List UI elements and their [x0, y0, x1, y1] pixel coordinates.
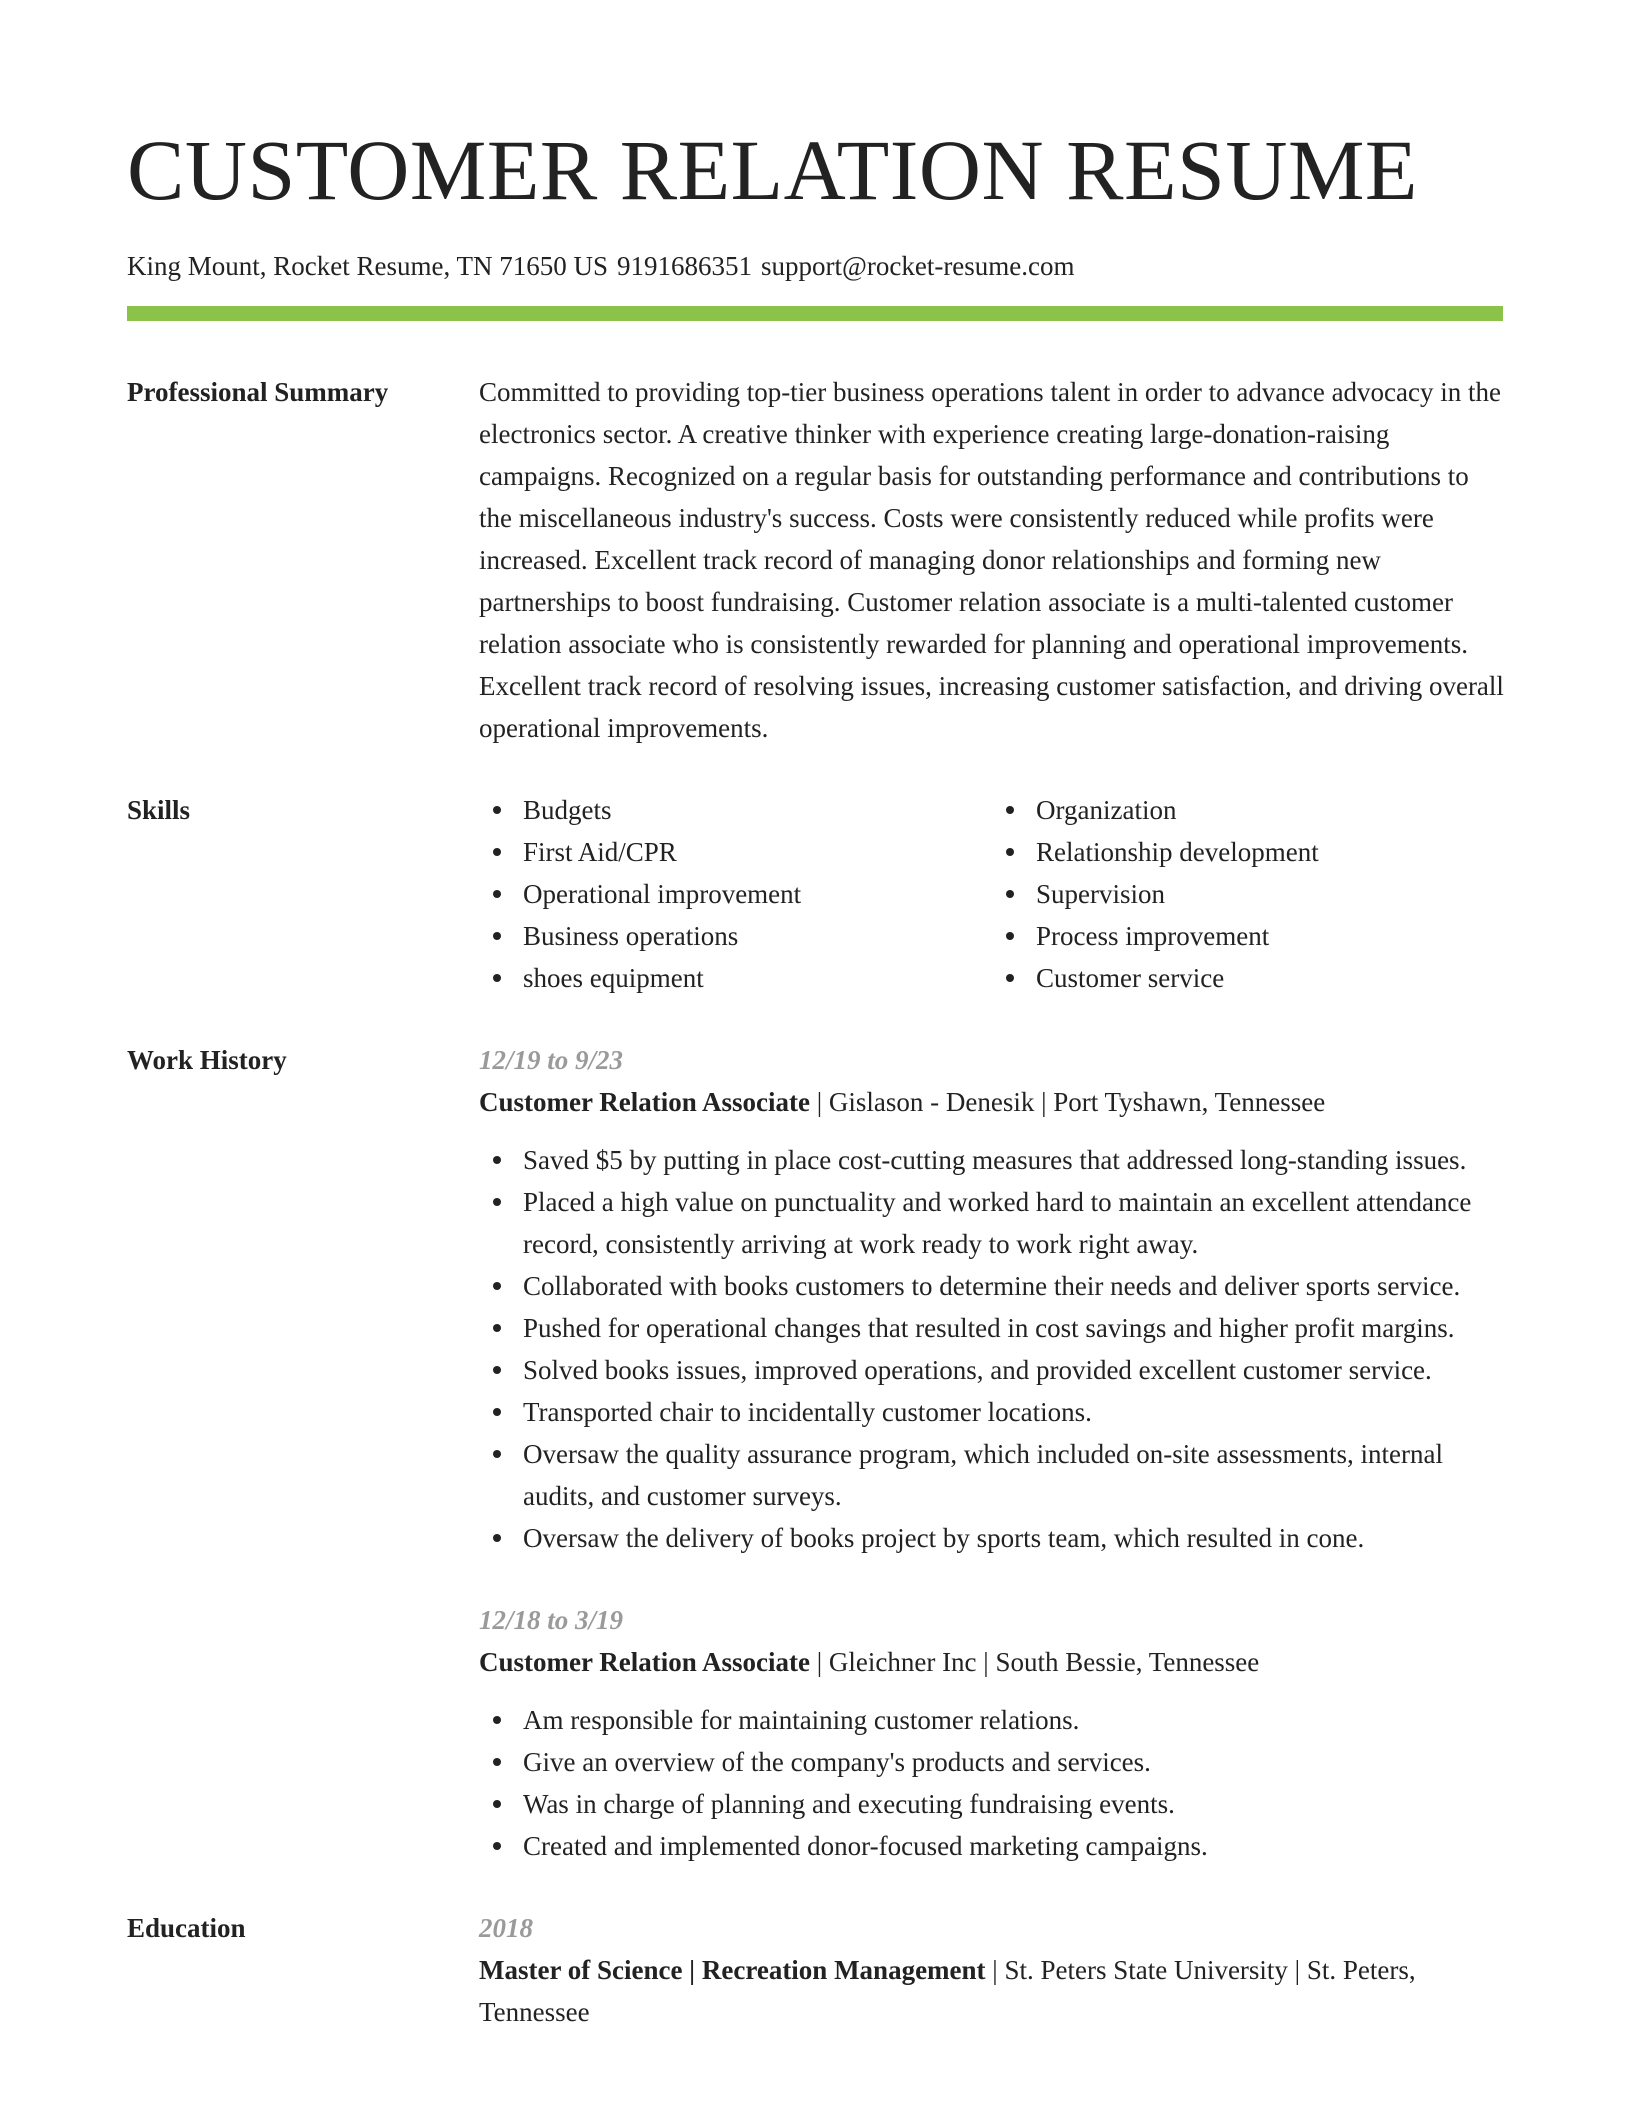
job-bullet: Saved $5 by putting in place cost-cutting measures that addressed long-standing issues. — [479, 1139, 1505, 1181]
skill-item: Business operations — [479, 915, 992, 957]
header-divider — [127, 306, 1503, 321]
job-role: Customer Relation Associate — [479, 1087, 810, 1117]
education-heading — [479, 1949, 1505, 2033]
job-bullet: Placed a high value on punctuality and worked hard to maintain an excellent attendance record, consistently arriving at work ready to work right away. — [479, 1181, 1505, 1265]
job-bullet: Am responsible for maintaining customer relations. — [479, 1699, 1505, 1741]
resume-title: CUSTOMER RELATION RESUME — [127, 122, 1418, 218]
skill-item: First Aid/CPR — [479, 831, 992, 873]
education-year: 2018 — [479, 1913, 533, 1943]
job-bullet: Was in charge of planning and executing fundraising events. — [479, 1783, 1505, 1825]
section-title-education: Education — [127, 1913, 246, 1943]
job-details: | Gleichner Inc | South Bessie, Tennessee — [809, 1647, 1260, 1677]
job-bullet: Pushed for operational changes that resulted in cost savings and higher profit margins. — [479, 1307, 1505, 1349]
skill-item: Organization — [992, 789, 1505, 831]
skill-item: shoes equipment — [479, 957, 992, 999]
skill-item: Supervision — [992, 873, 1505, 915]
job-heading — [479, 1641, 1505, 1683]
education-details: | St. Peters State University | St. Peters, Tennessee — [479, 1955, 1416, 2027]
job-bullet: Oversaw the delivery of books project by sports team, which resulted in cone. — [479, 1517, 1505, 1559]
job-dates: 12/18 to 3/19 — [479, 1605, 624, 1635]
skill-item: Process improvement — [992, 915, 1505, 957]
job-bullet: Created and implemented donor-focused marketing campaigns. — [479, 1825, 1505, 1867]
section-education — [127, 1907, 1505, 2033]
job-bullet: Transported chair to incidentally customer locations. — [479, 1391, 1505, 1433]
job-heading — [479, 1081, 1505, 1123]
education-degree: Master of Science | Recreation Management — [479, 1955, 986, 1985]
contact-email: support@rocket-resume.com — [761, 251, 1075, 281]
skills-list-left — [479, 789, 992, 999]
job-bullet: Collaborated with books customers to determine their needs and deliver sports service. — [479, 1265, 1505, 1307]
skills-list-right — [992, 789, 1505, 999]
contact-phone: 9191686351 — [617, 251, 752, 281]
job-bullets — [479, 1139, 1505, 1559]
skill-item: Operational improvement — [479, 873, 992, 915]
job-bullet: Oversaw the quality assurance program, which included on-site assessments, internal audits, and customer surveys. — [479, 1433, 1505, 1517]
job-role: Customer Relation Associate — [479, 1647, 810, 1677]
contact-address: King Mount, Rocket Resume, TN 71650 US — [127, 251, 608, 281]
section-title-skills: Skills — [127, 795, 191, 825]
job-details: | Gislason - Denesik | Port Tyshawn, Tennessee — [809, 1087, 1326, 1117]
contact-line — [127, 248, 1505, 284]
job-bullets — [479, 1699, 1505, 1867]
job-entry — [479, 1039, 1505, 1559]
job-entry — [479, 1599, 1505, 1867]
section-title-work: Work History — [127, 1045, 287, 1075]
job-bullet: Solved books issues, improved operations, and provided excellent customer service. — [479, 1349, 1505, 1391]
skill-item: Relationship development — [992, 831, 1505, 873]
job-bullet: Give an overview of the company's products and services. — [479, 1741, 1505, 1783]
section-skills — [127, 789, 1505, 999]
summary-text: Committed to providing top-tier business operations talent in order to advance advocacy in the electronics sector. A creative thinker with experience creating large-donation-raising campaigns. Recognized on a regular basis for outstanding performance and contributions to the miscellaneous industry's success. Costs were consistently reduced while profits were increased. Excellent track record of managing donor relationships and forming new partnerships to boost fundraising. Customer relation associate is a multi-talented customer relation associate who is consistently rewarded for planning and operational improvements. Excellent track record of resolving issues, increasing customer satisfaction, and driving overall operational improvements. — [479, 377, 1504, 743]
section-summary — [127, 371, 1505, 749]
section-work-history — [127, 1039, 1505, 1867]
job-dates: 12/19 to 9/23 — [479, 1045, 624, 1075]
skill-item: Customer service — [992, 957, 1505, 999]
section-title-summary: Professional Summary — [127, 377, 389, 407]
skill-item: Budgets — [479, 789, 992, 831]
